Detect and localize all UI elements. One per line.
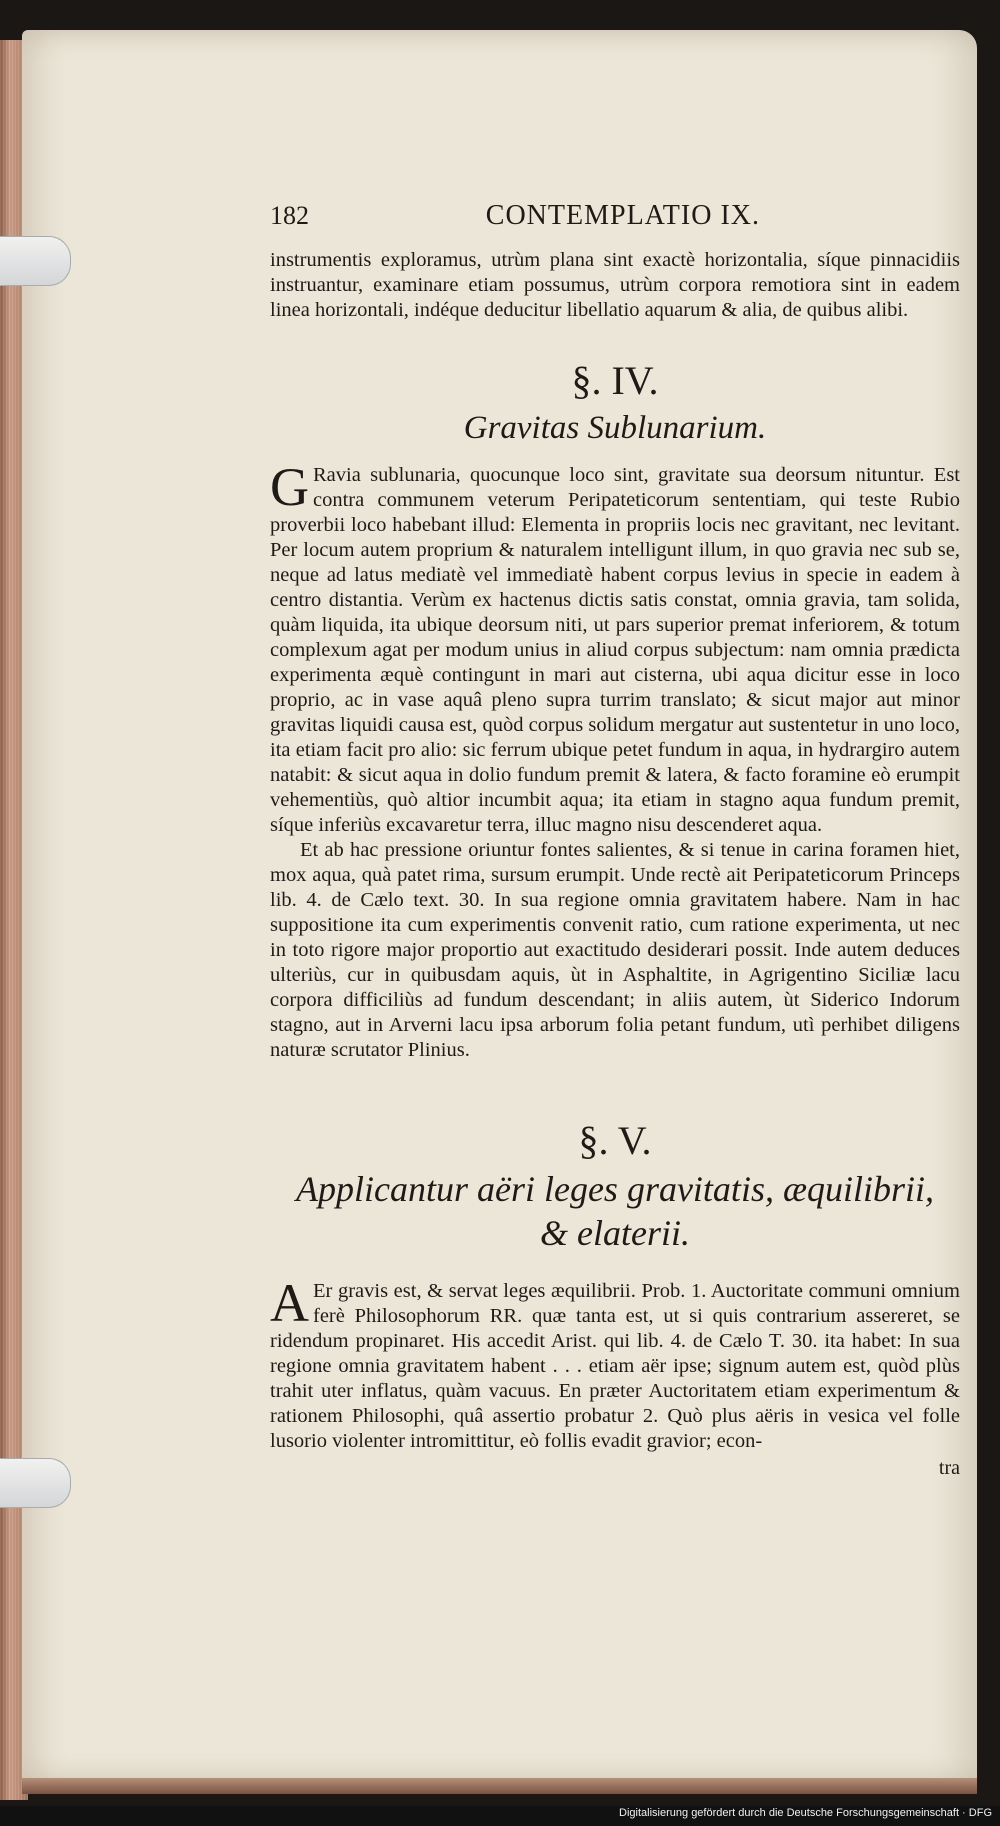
running-head: CONTEMPLATIO IX. bbox=[485, 200, 760, 231]
section-v-paragraph-1 bbox=[270, 1273, 960, 1454]
page-number: 182 bbox=[270, 201, 309, 230]
section-v-title-line-1: Applicantur aëri leges gravitatis, æquilibrii, bbox=[296, 1169, 934, 1209]
page-clip-top bbox=[0, 236, 71, 286]
catchword: tra bbox=[938, 1457, 960, 1479]
page-header bbox=[270, 200, 760, 248]
digitization-credit: Digitalisierung gefördert durch die Deutsche Forschungsgemeinschaft · DFG bbox=[619, 1807, 992, 1819]
section-v-number: §. V. bbox=[578, 1118, 652, 1163]
page-clip-bottom bbox=[0, 1458, 71, 1508]
section-v-title-line-2: & elaterii. bbox=[540, 1213, 690, 1253]
section-v-title bbox=[270, 1167, 960, 1255]
section-iv-paragraph-1 bbox=[270, 457, 960, 838]
drop-cap: A bbox=[270, 1273, 309, 1333]
section-v-text-1: Er gravis est, & servat leges æquilibrii. Prob. 1. Auctoritate communi omnium ferè Philosophorum RR. quæ tanta est, ut si quis contrarium assereret, se ridendum propinaret. His accedit Arist. qui lib. 4. de Cælo T. 30. ita habet: In sua regione omnia gravitatem habent . . . etiam aër ipse; signum autem est, quòd plùs trahit uter inflatus, quàm vacuus. En præter Auctoritatem etiam experimentum & rationem Philosophi, quâ assertio probatur 2. Quò plus aëris in vesica vel folle lusorio violenter intromittitur, eò follis evadit gravior; econ- bbox=[270, 1280, 960, 1452]
page-text bbox=[270, 200, 960, 1482]
book-bottom-edge bbox=[22, 1778, 977, 1794]
section-iv-paragraph-2: Et ab hac pressione oriuntur fontes salientes, & si tenue in carina foramen hiet, mox aqua, quà patet rima, sursum erumpit. Unde rectè ait Peripateticorum Princeps lib. 4. de Cælo text. 30. In sua regione omnia gravitatem habere. Nam in hac suppositione ita cum experimentis convenit ratio, cum ratione experimenta, ut nec in toto rigore major proportio aut exactitudo desiderari possit. Inde autem deduces ulteriùs, cur in quibusdam aquis, ùt in Asphaltite, in Agrigentino Siciliæ lacu corpora difficiliùs ad fundum descendant; in aliis autem, ùt Siderico Indorum stagno, aut in Arverni lacu ipsa arborum folia petant fundum, utì perhibet diligens naturæ scrutator Plinius. bbox=[270, 839, 960, 1061]
drop-cap: G bbox=[270, 457, 309, 517]
section-iv-title: Gravitas Sublunarium. bbox=[463, 410, 767, 446]
section-iv-text-1: Ravia sublunaria, quocunque loco sint, gravitate sua deorsum nituntur. Est contra communem veterum Peripateticorum sententiam, qui teste Rubio proverbii loco habebant illud: Elementa in propriis locis nec gravitant, nec levitant. Per locum autem proprium & naturalem intelligunt illum, in quo gravia nec sub se, neque ad latus mediatè vel immediatè habent corpus levius in specie in eadem à centro distantia. Verùm ex hactenus dictis satis constat, omnia gravia, tam solida, quàm liquida, ita ubique deorsum niti, ut pars superior premat inferiorem, & totum complexum agat per modum unius in aliud corpus subjectum: nam omnia prædicta experimenta æquè contingunt in mari aut cisterna, ubi aqua dicitur esse in loco proprio, ac in vase aquâ pleno supra turrim translato; & sicut major aut minor gravitas liquidi causa est, quòd corpus solidum mergatur aut sustentetur in uno loco, ita etiam facit pro alio: sic ferrum ubique petet fundum in aqua, in hydrargiro autem natabit: & sicut aqua in dolio fundum premit & latera, & facto foramine eò erumpit vehementiùs, quò altior incumbit aqua; ita etiam in stagno aqua fundum premit, síque inferiùs excavaretur terra, illuc magno nisu descenderet aqua. bbox=[270, 464, 960, 836]
section-iv-number: §. IV. bbox=[571, 358, 659, 403]
intro-paragraph: instrumentis exploramus, utrùm plana sint exactè horizontalia, síque pinnacidiis instruantur, examinare etiam possumus, utrùm corpora remotiora sint in eadem linea horizontali, indéque deducitur libellatio aquarum & alia, de quibus alibi. bbox=[270, 249, 960, 321]
